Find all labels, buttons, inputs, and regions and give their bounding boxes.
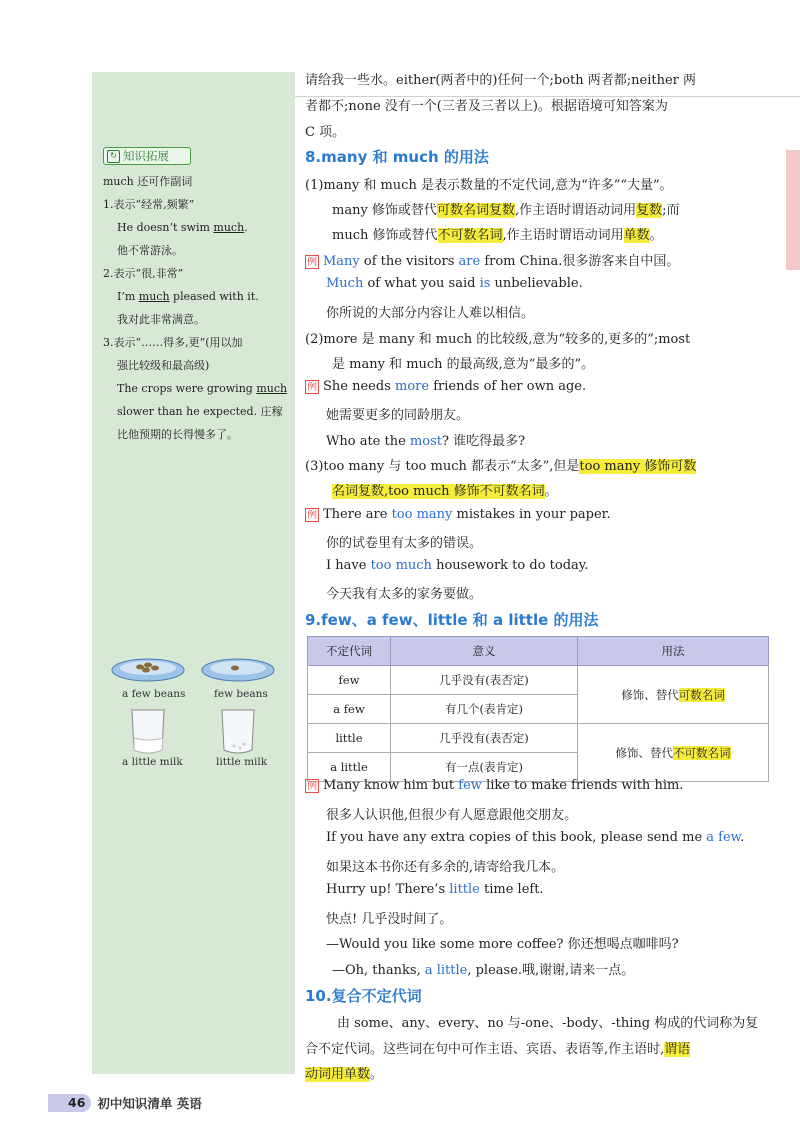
example-line: Much of what you said is unbelievable. (326, 276, 583, 291)
book-title: 初中知识清单 英语 (97, 1096, 202, 1111)
knowledge-expansion-tag (103, 147, 191, 165)
pic-label: a little milk (122, 756, 183, 768)
table-cell: a few (308, 695, 391, 724)
table-cell: 有一点(表肯定) (391, 753, 578, 782)
example-translation: 如果这本书你还有多余的,请寄给我几本。 (326, 860, 565, 875)
pic-label: a few beans (122, 688, 186, 700)
para-10c: 动词用单数。 (305, 1067, 384, 1082)
highlight: 可数名词复数 (436, 203, 515, 218)
sidebar-line: He doesn’t swim much. (117, 221, 248, 234)
table-cell: 有几个(表肯定) (391, 695, 578, 724)
example-line: Who ate the most? 谁吃得最多? (326, 434, 526, 449)
sidebar-line: I’m much pleased with it. (117, 290, 259, 303)
example-line: If you have any extra copies of this book, please send me a few. (326, 830, 745, 845)
sidebar-line: 强比较级和最高级) (117, 359, 210, 372)
example-translation: 她需要更多的同龄朋友。 (326, 408, 470, 423)
table-row (308, 666, 769, 695)
example-translation: 很多人认识他,但很少有人愿意跟他交朋友。 (326, 808, 578, 823)
sidebar-line: slower than he expected. 庄稼 (117, 405, 283, 418)
example-icon: 例 (307, 510, 317, 521)
sidebar-line: 2.表示“很,非常” (103, 267, 184, 280)
intro-line: 请给我一些水。either(两者中的)任何一个;both 两者都;neither 两 (305, 73, 696, 88)
para-8-2: (2)more 是 many 和 much 的比较级,意为“较多的,更多的”;most (305, 332, 691, 347)
example-line: Hurry up! There’s little time left. (326, 882, 544, 897)
intro-line: 者都不;none 没有一个(三者及三者以上)。根据语境可知答案为 (305, 99, 668, 114)
section-heading-8: 8.many 和 much 的用法 (305, 148, 489, 166)
tag-label: 知识拓展 (123, 149, 169, 163)
example-translation: 你所说的大部分内容让人难以相信。 (326, 306, 535, 321)
example-line: I have too much housework to do today. (326, 558, 589, 573)
plates-glasses-image (110, 652, 290, 772)
example-translation: 今天我有太多的家务要做。 (326, 587, 483, 602)
highlight: 可数名词 (678, 687, 725, 702)
example-line: 例 Many of the visitors are from China.很多游客来自中国。 (307, 254, 680, 269)
example-line: —Oh, thanks, a little, please.哦,谢谢,请来一点。 (332, 963, 635, 978)
table-header: 意义 (391, 637, 578, 666)
para-8-1b: many 修饰或替代可数名词复数,作主语时谓语动词用复数;而 (332, 203, 680, 218)
sidebar-notes (103, 170, 291, 446)
table-header: 用法 (578, 637, 769, 666)
example-icon: 例 (307, 257, 317, 268)
table-cell-usage: 修饰、替代不可数名词 (578, 724, 769, 782)
beans-milk-illustration (110, 652, 290, 772)
pic-label: little milk (216, 756, 268, 768)
table-row (308, 724, 769, 753)
table-header-row (308, 637, 769, 666)
sidebar-line: 我对此非常满意。 (117, 313, 205, 326)
page-edge-tab (786, 150, 800, 270)
para-10b: 合不定代词。这些词在句中可作主语、宾语、表语等,作主语时,谓语 (305, 1042, 691, 1057)
section-heading-10: 10.复合不定代词 (305, 987, 422, 1005)
sidebar-line: 1.表示“经常,频繁” (103, 198, 195, 211)
para-8-3b: 名词复数,too much 修饰不可数名词。 (332, 484, 558, 499)
para-8-1c: much 修饰或替代不可数名词,作主语时谓语动词用单数。 (332, 228, 663, 243)
highlight: too many 修饰可数 (579, 459, 697, 474)
para-8-2b: 是 many 和 much 的最高级,意为“最多的”。 (332, 357, 595, 372)
example-translation: 你的试卷里有太多的错误。 (326, 536, 483, 551)
intro-line: C 项。 (305, 125, 346, 140)
table-cell: 几乎没有(表否定) (391, 724, 578, 753)
page-footer (48, 1094, 202, 1112)
indefinite-pronoun-table (307, 636, 769, 782)
section-heading-9: 9.few、a few、little 和 a little 的用法 (305, 611, 599, 629)
highlight: 复数 (636, 203, 663, 218)
example-icon: 例 (307, 382, 317, 393)
para-8-3: (3)too many 与 too much 都表示“太多”,但是too many 修饰可数 (305, 459, 697, 474)
page-number: 46 (48, 1094, 91, 1112)
sidebar-line: 比他预期的长得慢多了。 (117, 428, 238, 441)
sidebar-line: much 还可作副词 (103, 175, 193, 188)
table-cell: a little (308, 753, 391, 782)
example-line: 例 There are too many mistakes in your paper. (307, 507, 611, 522)
table-cell: little (308, 724, 391, 753)
table-cell: 几乎没有(表否定) (391, 666, 578, 695)
example-line: 例 She needs more friends of her own age. (307, 379, 587, 394)
table-cell-usage: 修饰、替代可数名词 (578, 666, 769, 724)
highlight: 单数 (623, 228, 650, 243)
highlight: 不可数名词 (437, 228, 503, 243)
sidebar-line: 他不常游泳。 (117, 244, 183, 257)
sidebar-line: The crops were growing much (117, 382, 288, 395)
para-10: 由 some、any、every、no 与-one、-body、-thing 构成的代词称为复 (337, 1016, 759, 1031)
para-8-1: (1)many 和 much 是表示数量的不定代词,意为“许多”“大量”。 (305, 178, 673, 193)
highlight: 名词复数,too much 修饰不可数名词 (332, 484, 545, 499)
table-cell: few (308, 666, 391, 695)
example-icon: 例 (307, 781, 317, 792)
sidebar-line: 3.表示“……得多,更”(用以加 (103, 336, 243, 349)
table-header: 不定代词 (308, 637, 391, 666)
pic-label: few beans (214, 688, 268, 700)
example-line: —Would you like some more coffee? 你还想喝点咖啡吗? (326, 937, 679, 952)
expand-icon: ↻ (107, 150, 120, 163)
example-line: 例 Many know him but few like to make friends with him. (307, 778, 684, 793)
example-translation: 快点! 几乎没时间了。 (326, 912, 453, 927)
highlight: 不可数名词 (673, 745, 731, 760)
highlight: 谓语 (664, 1042, 691, 1057)
highlight: 动词用单数 (305, 1067, 371, 1082)
